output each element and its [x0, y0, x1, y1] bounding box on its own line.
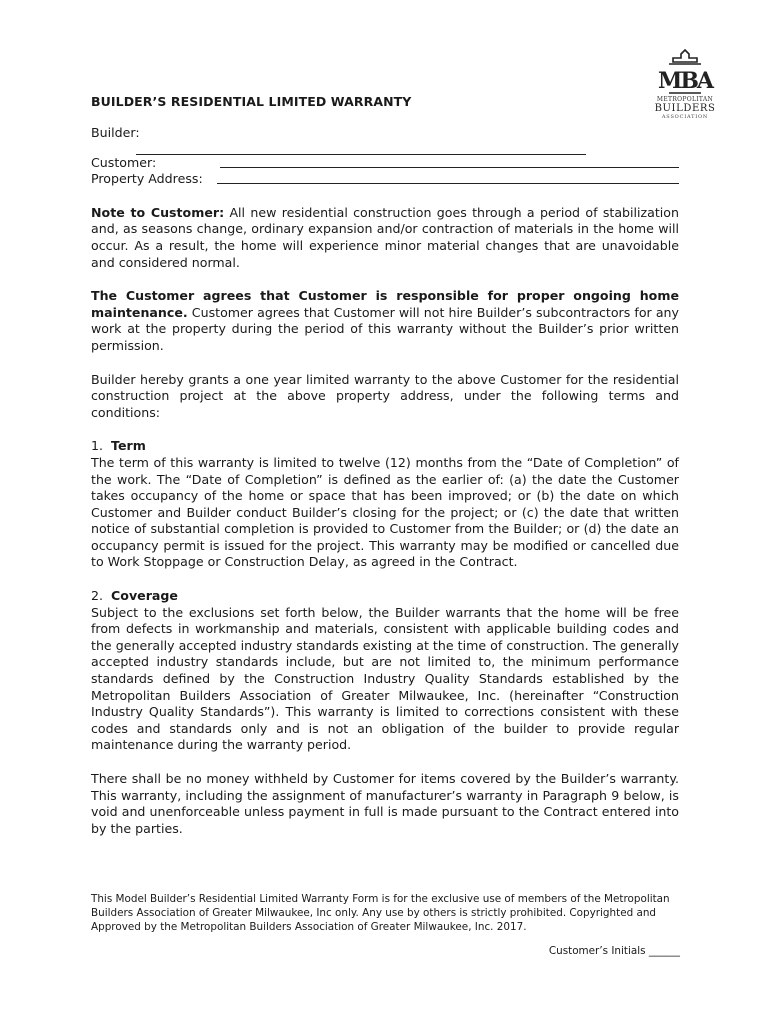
customer-row: [91, 155, 679, 172]
section-coverage-heading: [91, 588, 679, 605]
mba-monogram-icon: [657, 48, 713, 96]
maintenance-text: Customer agrees that Customer will not hire Builder’s subcontractors for any work at the property during the period of this warranty without the Builder’s prior written permission.: [91, 304, 679, 353]
maintenance-paragraph: [91, 288, 679, 354]
customer-label: Customer:: [91, 154, 157, 170]
document-body: [91, 125, 679, 837]
logo-monogram: MBA: [657, 68, 713, 94]
mba-logo: [652, 48, 718, 130]
section-heading: Term: [111, 438, 146, 454]
money-paragraph: There shall be no money withheld by Customer for items covered by the Builder’s warranty. This warranty, including the assignment of manufacturer’s warranty in Paragraph 9 below, is void and unenforceable unless payment in full is made pursuant to the Contract entered into by the parties.: [91, 771, 679, 836]
maintenance-lead: The Customer agrees that Customer is responsible for proper ongoing home maintenance.: [91, 288, 679, 320]
section-number: 2.: [91, 588, 104, 604]
note-lead: Note to Customer:: [91, 204, 225, 220]
note-paragraph: [91, 205, 679, 271]
note-text: All new residential construction goes through a period of stabilization and, as seasons change, ordinary expansion and/or contraction of materials in the home will occur. As a result, the home will experience minor material changes that are unavoidable and considered normal.: [91, 204, 679, 270]
footer-notice: This Model Builder’s Residential Limited Warranty Form is for the exclusive use of members of the Metropolitan Builders Association of Greater Milwaukee, Inc only. Any use by others is strictly prohibited. Copyrighted and Approved by the Metropolitan Builders Association of Greater Milwaukee, Inc. 2017.: [91, 893, 670, 933]
customer-initials: Customer’s Initials ______: [548, 945, 680, 957]
page-title: BUILDER’S RESIDENTIAL LIMITED WARRANTY: [91, 94, 412, 109]
section-heading: Coverage: [111, 588, 178, 604]
property-address-label: Property Address:: [91, 171, 203, 187]
section-coverage-body: Subject to the exclusions set forth below, the Builder warrants that the home will be free from defects in workmanship and materials, consistent with applicable building codes and the generally accepted industry standards existing at the time of construction. The generally accepted industry standards include, but are not limited to, the minimum performance standards defined by the Construction Industry Quality Standards established by the Metropolitan Builders Association of Greater Milwaukee, Inc. (hereinafter “Construction Industry Quality Standards”). This warranty is limited to corrections consistent with these codes and standards only and is not an obligation of the builder to provide regular maintenance during the warranty period.: [91, 604, 679, 753]
property-address-field[interactable]: [217, 171, 679, 184]
section-term-heading: [91, 438, 679, 455]
logo-line-2: BUILDERS: [654, 103, 716, 114]
customer-field[interactable]: [220, 155, 679, 168]
grant-paragraph: Builder hereby grants a one year limited warranty to the above Customer for the residential construction project at the above property address, under the following terms and conditions:: [91, 371, 679, 420]
logo-line-3: ASSOCIATION: [661, 114, 709, 120]
section-number: 1.: [91, 438, 104, 454]
property-address-row: [91, 171, 679, 188]
section-term-body: The term of this warranty is limited to twelve (12) months from the “Date of Completion” of the work. The “Date of Completion” is defined as the earlier of: (a) the date the Customer takes occupancy of the home or space that has been improved; or (b) the date on which Customer and Builder conduct Builder’s closing for the project; or (c) the date that written notice of substantial completion is provided to Customer from the Builder; or (d) the date an occupancy permit is issued for the project. This warranty may be modified or cancelled due to Work Stoppage or Construction Delay, as agreed in the Contract.: [91, 454, 679, 570]
logo-line-1: METROPOLITAN: [656, 96, 714, 103]
builder-label: Builder:: [91, 125, 140, 140]
builder-field[interactable]: [136, 142, 586, 155]
